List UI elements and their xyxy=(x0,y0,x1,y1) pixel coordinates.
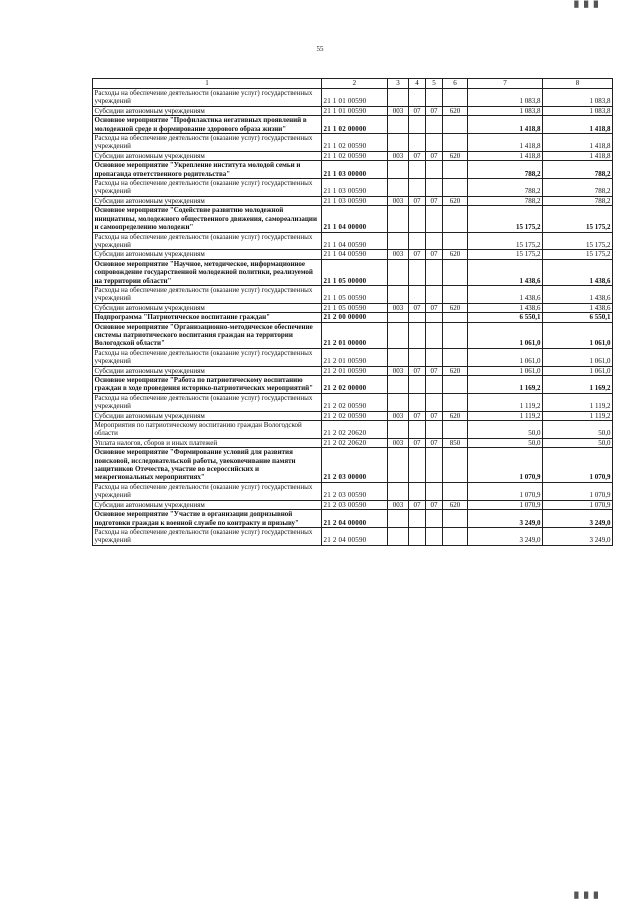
row-value-8: 1 418,8 xyxy=(543,134,613,152)
row-code: 21 2 01 00590 xyxy=(322,366,388,375)
row-col-5 xyxy=(426,482,443,500)
table-row xyxy=(93,134,613,152)
row-value-7: 1 061,0 xyxy=(468,348,543,366)
row-col-3: 003 xyxy=(388,500,409,509)
row-name: Расходы на обеспечение деятельности (оказание услуг) государственных учреждений xyxy=(93,134,322,152)
row-name: Расходы на обеспечение деятельности (оказание услуг) государственных учреждений xyxy=(93,232,322,250)
row-col-5 xyxy=(426,376,443,394)
row-col-6 xyxy=(443,348,468,366)
table-row xyxy=(93,250,613,259)
table-row xyxy=(93,421,613,439)
row-col-4 xyxy=(409,527,426,545)
row-value-7: 1 119,2 xyxy=(468,411,543,420)
row-col-6: 620 xyxy=(443,500,468,509)
table-row xyxy=(93,313,613,322)
row-col-6 xyxy=(443,89,468,107)
row-col-4 xyxy=(409,89,426,107)
row-col-6 xyxy=(443,206,468,232)
row-value-7: 50,0 xyxy=(468,421,543,439)
row-col-5 xyxy=(426,116,443,134)
row-name: Расходы на обеспечение деятельности (оказание услуг) государственных учреждений xyxy=(93,285,322,303)
row-value-7: 1 083,8 xyxy=(468,89,543,107)
table-row xyxy=(93,106,613,115)
row-value-8: 1 438,6 xyxy=(543,303,613,312)
row-name: Расходы на обеспечение деятельности (оказание услуг) государственных учреждений xyxy=(93,348,322,366)
row-value-7: 1 083,8 xyxy=(468,106,543,115)
row-code: 21 2 03 00590 xyxy=(322,500,388,509)
row-col-4 xyxy=(409,510,426,528)
table-row xyxy=(93,348,613,366)
row-value-8: 3 249,0 xyxy=(543,510,613,528)
row-value-8: 1 070,9 xyxy=(543,448,613,483)
row-col-4 xyxy=(409,393,426,411)
row-col-3 xyxy=(388,232,409,250)
row-name: Субсидии автономным учреждениям xyxy=(93,106,322,115)
table-row xyxy=(93,448,613,483)
row-col-4 xyxy=(409,161,426,179)
row-col-5: 07 xyxy=(426,196,443,205)
row-col-3 xyxy=(388,348,409,366)
table-row xyxy=(93,179,613,197)
row-col-5 xyxy=(426,179,443,197)
row-col-5: 07 xyxy=(426,366,443,375)
row-value-8: 15 175,2 xyxy=(543,232,613,250)
row-col-5: 07 xyxy=(426,250,443,259)
row-code: 21 2 03 00590 xyxy=(322,482,388,500)
row-name: Расходы на обеспечение деятельности (оказание услуг) государственных учреждений xyxy=(93,393,322,411)
row-col-6 xyxy=(443,510,468,528)
row-name: Основное мероприятие "Формирование условий для развития поисковой, исследовательской работы, увековечивание памяти защитников Отечества, участие во всероссийских и межрегиональных мероприятиях" xyxy=(93,448,322,483)
row-code: 21 1 03 00590 xyxy=(322,179,388,197)
row-name: Расходы на обеспечение деятельности (оказание услуг) государственных учреждений xyxy=(93,89,322,107)
row-col-4 xyxy=(409,206,426,232)
table-row xyxy=(93,285,613,303)
row-col-3 xyxy=(388,89,409,107)
row-col-3: 003 xyxy=(388,411,409,420)
row-col-4: 07 xyxy=(409,151,426,160)
row-col-4 xyxy=(409,285,426,303)
row-col-5 xyxy=(426,259,443,285)
header-col-1: 1 xyxy=(93,79,322,89)
row-col-3: 003 xyxy=(388,151,409,160)
row-name: Расходы на обеспечение деятельности (оказание услуг) государственных учреждений xyxy=(93,482,322,500)
row-value-7: 788,2 xyxy=(468,196,543,205)
row-col-5 xyxy=(426,322,443,348)
row-value-8: 3 249,0 xyxy=(543,527,613,545)
row-col-4 xyxy=(409,232,426,250)
row-col-4: 07 xyxy=(409,196,426,205)
row-col-4: 07 xyxy=(409,303,426,312)
row-col-3 xyxy=(388,376,409,394)
row-value-8: 1 083,8 xyxy=(543,89,613,107)
row-name: Основное мероприятие "Профилактика негативных проявлений в молодежной среде и формирование здорового образа жизни" xyxy=(93,116,322,134)
row-code: 21 2 01 00590 xyxy=(322,348,388,366)
row-value-8: 1 169,2 xyxy=(543,376,613,394)
row-code: 21 1 04 00000 xyxy=(322,206,388,232)
table-row xyxy=(93,206,613,232)
table-row xyxy=(93,161,613,179)
row-col-6 xyxy=(443,482,468,500)
row-col-6 xyxy=(443,285,468,303)
row-value-7: 1 061,0 xyxy=(468,322,543,348)
row-col-3 xyxy=(388,179,409,197)
row-col-4 xyxy=(409,482,426,500)
row-col-6 xyxy=(443,179,468,197)
row-value-8: 15 175,2 xyxy=(543,250,613,259)
row-value-7: 1 438,6 xyxy=(468,285,543,303)
table-row xyxy=(93,376,613,394)
row-value-7: 1 438,6 xyxy=(468,259,543,285)
row-col-3 xyxy=(388,448,409,483)
row-col-3 xyxy=(388,259,409,285)
row-col-4 xyxy=(409,259,426,285)
row-col-3: 003 xyxy=(388,366,409,375)
row-name: Основное мероприятие "Организационно-методическое обеспечение системы патриотического воспитания граждан на территории Вологодской области" xyxy=(93,322,322,348)
table-row xyxy=(93,196,613,205)
row-col-6 xyxy=(443,161,468,179)
row-col-6: 620 xyxy=(443,250,468,259)
row-value-8: 788,2 xyxy=(543,196,613,205)
row-col-6 xyxy=(443,259,468,285)
row-col-6 xyxy=(443,527,468,545)
row-code: 21 1 05 00590 xyxy=(322,303,388,312)
row-code: 21 2 02 00000 xyxy=(322,376,388,394)
row-col-6 xyxy=(443,116,468,134)
row-col-5 xyxy=(426,89,443,107)
row-code: 21 2 02 20620 xyxy=(322,421,388,439)
table-row xyxy=(93,232,613,250)
row-value-7: 1 061,0 xyxy=(468,366,543,375)
row-name: Субсидии автономным учреждениям xyxy=(93,411,322,420)
row-col-6 xyxy=(443,313,468,322)
row-col-4 xyxy=(409,376,426,394)
table-row xyxy=(93,303,613,312)
row-name: Субсидии автономным учреждениям xyxy=(93,500,322,509)
row-code: 21 2 02 00590 xyxy=(322,393,388,411)
page-number: 55 xyxy=(316,45,324,53)
row-col-3 xyxy=(388,161,409,179)
row-value-7: 1 438,6 xyxy=(468,303,543,312)
row-value-8: 1 061,0 xyxy=(543,348,613,366)
header-col-6: 6 xyxy=(443,79,468,89)
row-col-5 xyxy=(426,510,443,528)
row-col-4: 07 xyxy=(409,500,426,509)
row-col-6: 620 xyxy=(443,411,468,420)
row-value-7: 1 119,2 xyxy=(468,393,543,411)
row-name: Субсидии автономным учреждениям xyxy=(93,250,322,259)
row-code: 21 1 01 00590 xyxy=(322,106,388,115)
row-name: Мероприятия по патриотическому воспитанию граждан Вологодской области xyxy=(93,421,322,439)
row-code: 21 2 02 20620 xyxy=(322,438,388,447)
row-value-7: 788,2 xyxy=(468,161,543,179)
row-value-8: 50,0 xyxy=(543,438,613,447)
row-value-7: 1 070,9 xyxy=(468,482,543,500)
row-code: 21 2 02 00590 xyxy=(322,411,388,420)
row-col-3 xyxy=(388,313,409,322)
row-code: 21 1 03 00000 xyxy=(322,161,388,179)
header-col-4: 4 xyxy=(409,79,426,89)
row-name: Подпрограмма "Патриотическое воспитание граждан" xyxy=(93,313,322,322)
row-value-8: 1 418,8 xyxy=(543,116,613,134)
table-row xyxy=(93,527,613,545)
row-col-6 xyxy=(443,448,468,483)
table-row xyxy=(93,510,613,528)
header-col-3: 3 xyxy=(388,79,409,89)
row-col-3: 003 xyxy=(388,250,409,259)
table-row xyxy=(93,151,613,160)
row-code: 21 1 04 00590 xyxy=(322,232,388,250)
row-code: 21 1 05 00000 xyxy=(322,259,388,285)
row-name: Основное мероприятие "Научное, методическое, информационное сопровождение государственной молодежной политики, реализуемой на территории области" xyxy=(93,259,322,285)
table-row xyxy=(93,366,613,375)
row-value-8: 1 438,6 xyxy=(543,259,613,285)
table-row xyxy=(93,500,613,509)
row-value-7: 3 249,0 xyxy=(468,510,543,528)
row-col-3 xyxy=(388,527,409,545)
row-col-4 xyxy=(409,313,426,322)
row-value-8: 1 070,9 xyxy=(543,482,613,500)
table-row xyxy=(93,322,613,348)
row-col-3 xyxy=(388,134,409,152)
row-name: Субсидии автономным учреждениям xyxy=(93,196,322,205)
row-col-6: 620 xyxy=(443,366,468,375)
row-col-5 xyxy=(426,527,443,545)
header-col-7: 7 xyxy=(468,79,543,89)
table-row xyxy=(93,89,613,107)
row-col-4 xyxy=(409,348,426,366)
row-name: Уплата налогов, сборов и иных платежей xyxy=(93,438,322,447)
row-col-5 xyxy=(426,448,443,483)
row-col-5 xyxy=(426,313,443,322)
row-name: Субсидии автономным учреждениям xyxy=(93,151,322,160)
table-row xyxy=(93,393,613,411)
row-col-6: 620 xyxy=(443,151,468,160)
table-row xyxy=(93,116,613,134)
corner-mark-top: █ █ █ xyxy=(574,2,600,8)
row-col-3 xyxy=(388,421,409,439)
row-name: Расходы на обеспечение деятельности (оказание услуг) государственных учреждений xyxy=(93,179,322,197)
budget-table xyxy=(92,78,613,546)
row-code: 21 2 04 00590 xyxy=(322,527,388,545)
row-col-5 xyxy=(426,232,443,250)
row-code: 21 2 01 00000 xyxy=(322,322,388,348)
row-col-5: 07 xyxy=(426,438,443,447)
row-col-3: 003 xyxy=(388,196,409,205)
row-name: Основное мероприятие "Работа по патриотическому воспитанию граждан в ходе проведения историко-патриотических мероприятий" xyxy=(93,376,322,394)
row-col-5 xyxy=(426,134,443,152)
row-col-3: 003 xyxy=(388,303,409,312)
row-col-5: 07 xyxy=(426,500,443,509)
row-code: 21 2 03 00000 xyxy=(322,448,388,483)
row-col-5 xyxy=(426,161,443,179)
row-code: 21 1 02 00590 xyxy=(322,134,388,152)
row-name: Основное мероприятие "Укрепление института молодой семьи и пропаганда ответственного родительства" xyxy=(93,161,322,179)
row-col-5 xyxy=(426,285,443,303)
row-col-6 xyxy=(443,421,468,439)
row-name: Субсидии автономным учреждениям xyxy=(93,303,322,312)
row-col-6 xyxy=(443,393,468,411)
row-col-6: 620 xyxy=(443,106,468,115)
row-value-8: 1 119,2 xyxy=(543,411,613,420)
row-col-5 xyxy=(426,348,443,366)
row-col-4 xyxy=(409,322,426,348)
row-value-8: 15 175,2 xyxy=(543,206,613,232)
row-value-8: 1 119,2 xyxy=(543,393,613,411)
row-value-8: 1 061,0 xyxy=(543,366,613,375)
header-col-5: 5 xyxy=(426,79,443,89)
row-value-7: 6 550,1 xyxy=(468,313,543,322)
table-row xyxy=(93,482,613,500)
row-col-3 xyxy=(388,322,409,348)
row-col-6 xyxy=(443,232,468,250)
row-col-5 xyxy=(426,393,443,411)
row-col-4 xyxy=(409,116,426,134)
row-col-5: 07 xyxy=(426,303,443,312)
row-col-4: 07 xyxy=(409,438,426,447)
row-code: 21 1 02 00000 xyxy=(322,116,388,134)
row-col-4: 07 xyxy=(409,250,426,259)
row-value-7: 1 418,8 xyxy=(468,134,543,152)
row-col-4: 07 xyxy=(409,106,426,115)
row-code: 21 1 02 00590 xyxy=(322,151,388,160)
row-value-8: 50,0 xyxy=(543,421,613,439)
row-value-8: 1 083,8 xyxy=(543,106,613,115)
row-col-3 xyxy=(388,116,409,134)
row-value-8: 1 061,0 xyxy=(543,322,613,348)
row-name: Основное мероприятие "Содействие развитию молодежной инициативы, молодежного общественного движения, самореализации и самоопределению молодежи" xyxy=(93,206,322,232)
header-col-8: 8 xyxy=(543,79,613,89)
row-col-6: 620 xyxy=(443,303,468,312)
row-col-4 xyxy=(409,179,426,197)
row-code: 21 1 04 00590 xyxy=(322,250,388,259)
row-col-6 xyxy=(443,134,468,152)
row-code: 21 2 04 00000 xyxy=(322,510,388,528)
row-value-7: 3 249,0 xyxy=(468,527,543,545)
row-value-8: 788,2 xyxy=(543,179,613,197)
row-col-3 xyxy=(388,285,409,303)
row-value-7: 15 175,2 xyxy=(468,206,543,232)
row-col-4 xyxy=(409,448,426,483)
row-code: 21 1 01 00590 xyxy=(322,89,388,107)
table-row xyxy=(93,259,613,285)
row-code: 21 2 00 00000 xyxy=(322,313,388,322)
row-value-8: 1 418,8 xyxy=(543,151,613,160)
table-row xyxy=(93,438,613,447)
row-code: 21 1 03 00590 xyxy=(322,196,388,205)
row-col-6 xyxy=(443,322,468,348)
row-value-7: 15 175,2 xyxy=(468,232,543,250)
row-value-7: 50,0 xyxy=(468,438,543,447)
row-value-7: 1 418,8 xyxy=(468,116,543,134)
row-col-3: 003 xyxy=(388,106,409,115)
row-col-5: 07 xyxy=(426,411,443,420)
row-value-7: 15 175,2 xyxy=(468,250,543,259)
row-col-4: 07 xyxy=(409,411,426,420)
row-col-6: 850 xyxy=(443,438,468,447)
row-col-3 xyxy=(388,393,409,411)
table-header-row xyxy=(93,79,613,89)
row-value-8: 1 438,6 xyxy=(543,285,613,303)
row-col-5: 07 xyxy=(426,106,443,115)
header-col-2: 2 xyxy=(322,79,388,89)
row-value-7: 1 169,2 xyxy=(468,376,543,394)
row-col-5 xyxy=(426,206,443,232)
row-col-6 xyxy=(443,376,468,394)
row-col-3 xyxy=(388,510,409,528)
row-value-7: 788,2 xyxy=(468,179,543,197)
row-name: Расходы на обеспечение деятельности (оказание услуг) государственных учреждений xyxy=(93,527,322,545)
row-col-3: 003 xyxy=(388,438,409,447)
row-name: Основное мероприятие "Участие в организации допризывной подготовки граждан к военной службе по контракту и призыву" xyxy=(93,510,322,528)
row-col-3 xyxy=(388,482,409,500)
row-col-4 xyxy=(409,134,426,152)
row-col-3 xyxy=(388,206,409,232)
row-col-6: 620 xyxy=(443,196,468,205)
table-row xyxy=(93,411,613,420)
row-name: Субсидии автономным учреждениям xyxy=(93,366,322,375)
row-code: 21 1 05 00590 xyxy=(322,285,388,303)
row-col-4: 07 xyxy=(409,366,426,375)
row-value-8: 6 550,1 xyxy=(543,313,613,322)
row-col-4 xyxy=(409,421,426,439)
corner-mark-bottom: █ █ █ xyxy=(574,893,600,899)
row-col-5 xyxy=(426,421,443,439)
row-value-8: 1 070,9 xyxy=(543,500,613,509)
row-value-7: 1 070,9 xyxy=(468,448,543,483)
row-value-7: 1 070,9 xyxy=(468,500,543,509)
row-col-5: 07 xyxy=(426,151,443,160)
row-value-7: 1 418,8 xyxy=(468,151,543,160)
row-value-8: 788,2 xyxy=(543,161,613,179)
